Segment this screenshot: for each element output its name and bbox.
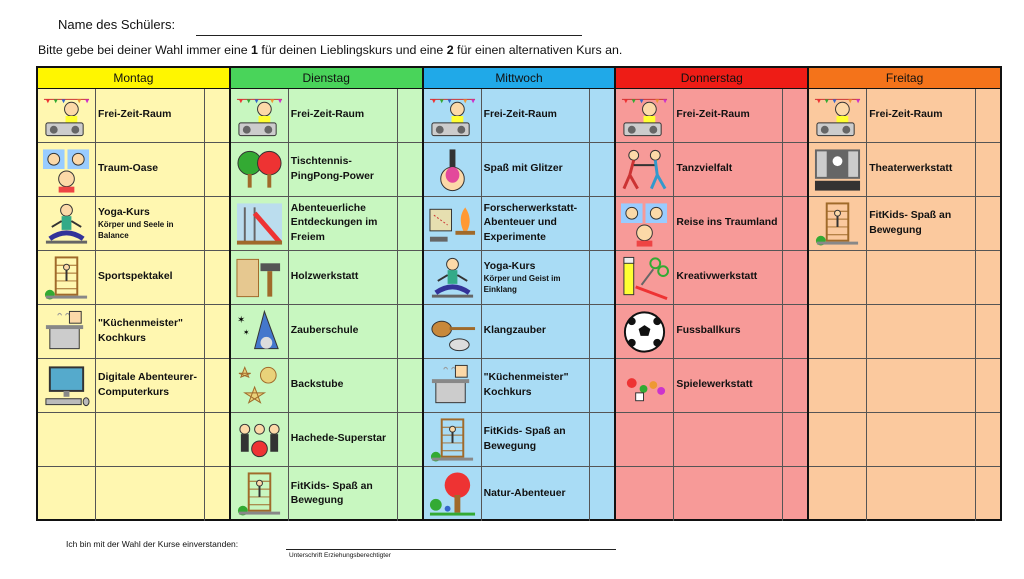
day-column-freitag [809,68,1000,519]
instruction-text: Bitte gebe bei deiner Wahl immer eine 1 für deinen Lieblingskurs und eine 2 für einen alternativen Kurs an. [38,43,623,57]
course-title: Spaß mit Glitzer [482,143,591,196]
course-picture [38,89,96,142]
course-row [616,143,807,197]
choice-box[interactable] [205,143,229,196]
course-picture [809,359,867,412]
name-field[interactable] [196,35,582,36]
choice-box[interactable] [590,467,614,521]
choice-box[interactable] [976,359,1000,412]
course-picture [809,143,867,196]
signature-label: Unterschrift Erziehungsberechtigter [289,552,391,559]
course-title: Zauberschule [289,305,398,358]
choice-box[interactable] [976,413,1000,466]
course-title: Frei-Zeit-Raum [289,89,398,142]
day-header: Freitag [809,68,1000,89]
yoga-icon [42,201,91,246]
course-row [424,359,615,413]
course-row [38,305,229,359]
choice-box[interactable] [398,359,422,412]
course-row [809,359,1000,413]
course-row [38,143,229,197]
course-title: Fussballkurs [674,305,783,358]
course-row [424,251,615,305]
wall-bars-icon [428,417,477,462]
course-row [616,197,807,251]
course-row [424,413,615,467]
course-subtitle: Körper und Seele in Balance [98,219,174,240]
course-picture [424,467,482,521]
course-picture [424,251,482,304]
course-picture [231,197,289,250]
choice-box[interactable] [976,197,1000,250]
course-title: Frei-Zeit-Raum [482,89,591,142]
course-picture [424,197,482,250]
course-title: Abenteuerliche Entdeckungen im Freiem [289,197,398,250]
day-column-mittwoch [424,68,617,519]
course-title: Klangzauber [482,305,591,358]
consent-text: Ich bin mit der Wahl der Kurse einverstanden: [66,539,239,549]
course-row [809,251,1000,305]
course-row [809,143,1000,197]
choice-box[interactable] [783,89,807,142]
yoga-icon [428,255,477,300]
course-row [38,413,229,467]
course-title: Tanzvielfalt [674,143,783,196]
boombox-kid-icon [813,93,862,138]
boombox-kid-icon [620,93,669,138]
course-picture [616,251,674,304]
course-row [231,89,422,143]
course-title [867,467,976,521]
course-title: Digitale Abenteurer-Computerkurs [96,359,205,412]
course-title: Natur-Abenteuer [482,467,591,521]
course-picture [424,413,482,466]
choice-box[interactable] [398,197,422,250]
dancers-icon [620,147,669,192]
choice-box[interactable] [976,305,1000,358]
day-header: Dienstag [231,68,422,89]
course-title: Kreativwerkstatt [674,251,783,304]
choice-box[interactable] [205,467,229,521]
course-row [424,467,615,521]
svg-text:✶: ✶ [236,314,245,326]
choice-box[interactable] [398,467,422,521]
course-picture [38,251,96,304]
choice-box[interactable] [205,305,229,358]
course-picture [616,89,674,142]
course-picture [38,359,96,412]
map-campfire-icon [428,201,477,246]
choice-box[interactable] [976,89,1000,142]
course-row [809,467,1000,521]
course-title: FitKids- Spaß an Bewegung [289,467,398,521]
choice-box[interactable] [205,251,229,304]
course-row [616,251,807,305]
choice-box[interactable] [590,251,614,304]
choice-box[interactable] [205,359,229,412]
course-title [96,413,205,466]
day-header: Mittwoch [424,68,615,89]
choice-box[interactable] [976,251,1000,304]
hammer-wood-icon [235,255,284,300]
course-picture [809,467,867,521]
course-row [231,143,422,197]
boombox-kid-icon [42,93,91,138]
choice-box[interactable] [398,305,422,358]
course-title: "Küchenmeister" Kochkurs [96,305,205,358]
course-title: Hachede-Superstar [289,413,398,466]
course-row [616,467,807,521]
theater-stage-icon [813,147,862,192]
day-header: Donnerstag [616,68,807,89]
course-title: FitKids- Spaß an Bewegung [482,413,591,466]
course-row [38,251,229,305]
choice-box[interactable] [590,413,614,466]
course-title [867,359,976,412]
svg-text:✶: ✶ [242,327,250,337]
course-picture [38,467,96,521]
course-row [424,197,615,251]
choice-box[interactable] [783,413,807,466]
course-row [809,89,1000,143]
course-row [616,305,807,359]
playground-slide-icon [235,201,284,246]
course-row [424,305,615,359]
course-picture [231,359,289,412]
course-title: Traum-Oase [96,143,205,196]
course-picture [616,413,674,466]
day-column-montag [38,68,231,519]
course-row [231,413,422,467]
choice-box[interactable] [783,359,807,412]
course-picture [809,305,867,358]
course-picture [38,143,96,196]
tree-flowers-icon [428,471,477,517]
course-picture [424,305,482,358]
course-picture [231,143,289,196]
course-picture [231,305,289,358]
course-title: Frei-Zeit-Raum [674,89,783,142]
course-title: Yoga-Kurs Körper und Seele in Balance [96,197,205,250]
course-row [616,89,807,143]
signature-field[interactable] [286,549,616,550]
day-header: Montag [38,68,229,89]
course-picture [616,305,674,358]
soccer-ball-icon [620,309,669,354]
course-picture [424,359,482,412]
course-row [616,413,807,467]
course-row [424,143,615,197]
course-title: FitKids- Spaß an Bewegung [867,197,976,250]
choice-box[interactable] [976,467,1000,521]
course-picture [231,89,289,142]
course-picture [38,413,96,466]
course-picture [231,413,289,466]
nail-polish-icon [428,147,477,192]
course-row [231,197,422,251]
course-title: Theaterwerkstatt [867,143,976,196]
course-subtitle: Körper und Geist im Einklang [483,273,561,294]
course-picture [424,89,482,142]
course-picture [809,89,867,142]
wall-bars-icon [42,255,91,300]
choice-box[interactable] [590,359,614,412]
course-picture [38,197,96,250]
choice-box[interactable] [976,143,1000,196]
choice-box[interactable] [205,89,229,142]
course-title: Spielewerkstatt [674,359,783,412]
day-column-dienstag [231,68,424,519]
guitar-drum-icon [428,309,477,354]
course-picture [616,467,674,521]
boombox-kid-icon [235,93,284,138]
course-row [38,359,229,413]
course-row [424,89,615,143]
choice-box[interactable] [398,251,422,304]
choice-box[interactable] [783,305,807,358]
name-label: Name des Schülers: [58,17,176,32]
dreaming-kids-icon [620,201,669,246]
choice-box[interactable] [590,143,614,196]
course-title [674,413,783,466]
course-title: Sportspektakel [96,251,205,304]
choice-box[interactable] [205,413,229,466]
course-title: Tischtennis-PingPong-Power [289,143,398,196]
band-icon [235,417,284,462]
choice-box[interactable] [398,413,422,466]
choice-box[interactable] [398,143,422,196]
course-picture [809,413,867,466]
course-row [809,305,1000,359]
wall-bars-icon [235,471,284,517]
scissors-glue-icon [620,255,669,300]
course-title: Holzwerkstatt [289,251,398,304]
course-title: "Küchenmeister" Kochkurs [482,359,591,412]
dreaming-kids-icon [42,147,91,192]
game-pieces-icon [620,363,669,408]
course-row [231,251,422,305]
course-picture [616,143,674,196]
choice-box[interactable] [590,89,614,142]
course-grid [36,66,1002,521]
course-title: Yoga-Kurs Körper und Geist im Einklang [482,251,591,304]
choice-box[interactable] [783,143,807,196]
table-tennis-icon [235,147,284,192]
course-title: Forscherwerkstatt-Abenteuer und Experimente [482,197,591,250]
choice-box[interactable] [783,197,807,250]
course-picture [424,143,482,196]
course-row [38,89,229,143]
course-picture [231,251,289,304]
course-row [616,359,807,413]
wall-bars-icon [813,201,862,246]
course-row [231,467,422,521]
course-picture [809,251,867,304]
course-title: Frei-Zeit-Raum [96,89,205,142]
cookies-icon [235,363,284,408]
day-column-donnerstag [616,68,809,519]
course-picture [616,359,674,412]
course-title: Reise ins Traumland [674,197,783,250]
course-title [867,251,976,304]
choice-box[interactable] [205,197,229,250]
course-title [867,305,976,358]
computer-icon [42,363,91,408]
course-title: Frei-Zeit-Raum [867,89,976,142]
course-picture [38,305,96,358]
choice-box[interactable] [783,251,807,304]
boombox-kid-icon [428,93,477,138]
course-title: Backstube [289,359,398,412]
course-picture [616,197,674,250]
course-title [867,413,976,466]
choice-box[interactable] [590,197,614,250]
course-title [674,467,783,521]
course-row [38,197,229,251]
cooking-pot-icon [428,363,477,408]
course-row [809,413,1000,467]
course-row [38,467,229,521]
wizard-icon [235,309,284,354]
course-row [809,197,1000,251]
choice-box[interactable] [590,305,614,358]
course-picture [809,197,867,250]
choice-box[interactable] [783,467,807,521]
course-row [231,359,422,413]
course-row [231,305,422,359]
cooking-pot-icon [42,309,91,354]
choice-box[interactable] [398,89,422,142]
course-title [96,467,205,521]
course-picture [231,467,289,521]
